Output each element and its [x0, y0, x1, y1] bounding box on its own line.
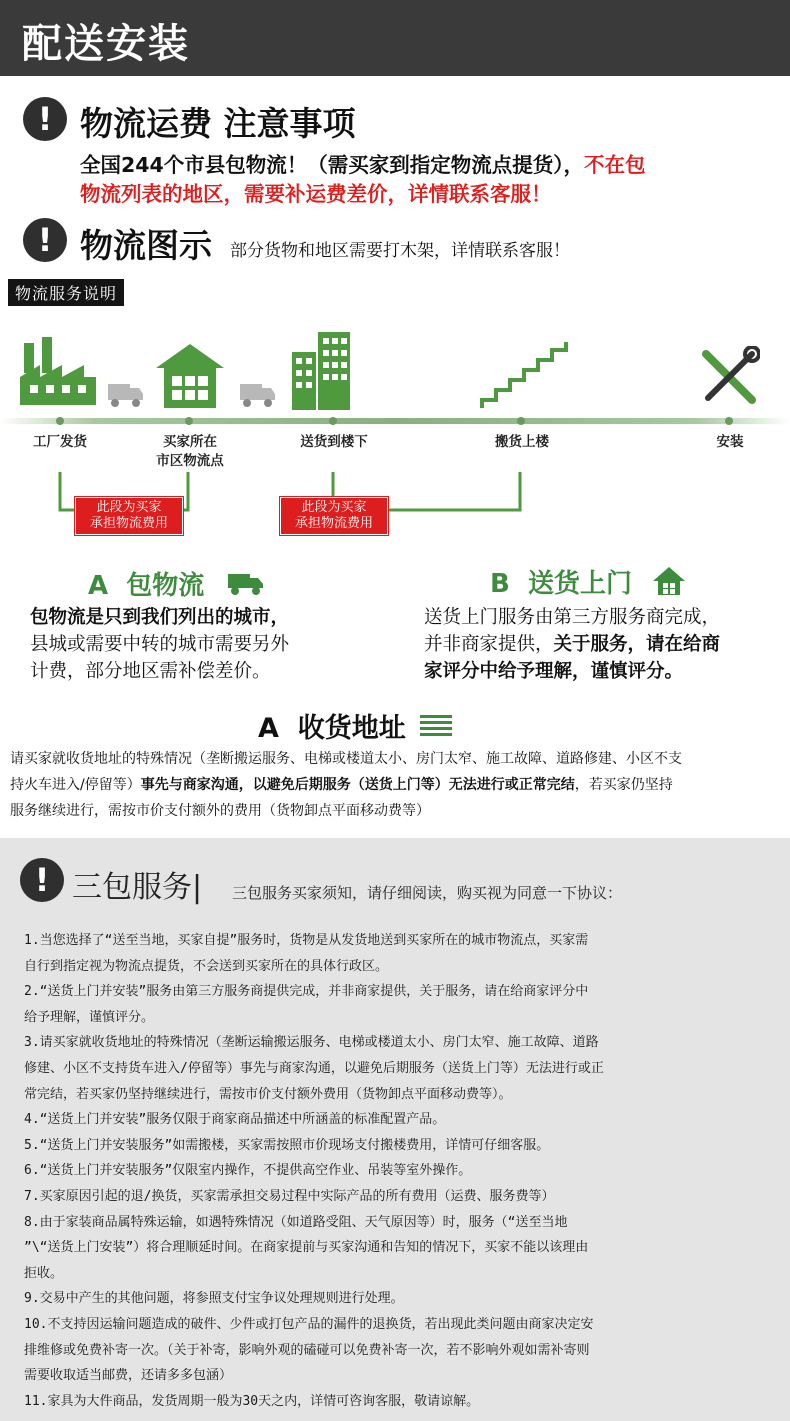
section-b-body: 送货上门服务由第三方服务商完成， 并非商家提供，关于服务，请在给商 家评分中给予理解，谨慎评分。 [424, 607, 721, 682]
step-label: 工厂发货 [33, 434, 87, 450]
rule-line: 需要收取适当邮费，还请多多包涵） [24, 1368, 233, 1384]
truck-icon [108, 382, 144, 408]
timeline-dot [725, 417, 733, 425]
exclamation-icon: ! [23, 97, 67, 141]
step-label: 搬货上楼 [495, 434, 549, 450]
rule-line: 1.当您选择了“送至当地，买家自提”服务时，货物是从发货地送到买家所在的城市物流点，买家需 [24, 933, 589, 948]
tools-icon [698, 346, 760, 408]
home-icon [652, 566, 686, 596]
exclamation-icon: ! [23, 218, 67, 262]
rule-line: 修建、小区不支持货车进入/停留等）事先与商家沟通，以避免后期服务（送货上门等）无法进行或正 [24, 1060, 604, 1076]
section-a-title: A 包物流 [88, 571, 205, 601]
logistics-tag: 物流服务说明 [8, 279, 124, 306]
stairs-icon [478, 336, 570, 410]
cost-note-box: 此段为买家 承担物流费用 [280, 497, 388, 535]
notice-heading: 物流运费 注意事项 [80, 104, 356, 143]
address-body: 请买家就收货地址的特殊情况（垄断搬运服务、电梯或楼道太小、房门太窄、施工故障、道路修建、小区不支 持火车进入/停留等）事先与商家沟通，以避免后期服务（送货上门等）无法进行或正常完结，若买家仍坚持 服务继续进行，需按市价支付额外的费用（货物卸点平面移动费等） [10, 751, 682, 819]
rule-line: 3.请买家就收货地址的特殊情况（垄断运输搬运服务、电梯或楼道太小、房门太窄、施工故障、道路 [24, 1035, 599, 1051]
three-guarantee-subheading: 三包服务买家须知，请仔细阅读，购买视为同意一下协议： [232, 884, 623, 902]
rule-line: 11.家具为大件商品，发货周期一般为30天之内，详情可咨询客服，敬请谅解。 [24, 1393, 480, 1409]
timeline-dot [329, 417, 337, 425]
rule-line: 5.“送货上门并安装服务”如需搬楼，买家需按照市价现场支付搬楼费用，详情可仔细客服。 [24, 1137, 550, 1153]
rule-line: ”\“送货上门安装”）将合理顺延时间。在商家提前与买家沟通和告知的情况下，买家不能以该理由 [24, 1240, 589, 1256]
cost-note-box: 此段为买家 承担物流费用 [75, 497, 183, 535]
notice-line-2: 物流列表的地区，需要补运费差价，详情联系客服！ [80, 182, 552, 206]
timeline-line [0, 418, 790, 424]
rule-line: 10.不支持因运输问题造成的破件、少件或打包产品的漏件的退换货，若出现此类问题由商家决定安 [24, 1316, 594, 1332]
rule-line: 排维修或免费补寄一次。（关于补寄，影响外观的磕碰可以免费补寄一次，若不影响外观如需补寄则 [24, 1342, 590, 1358]
step-label: 送货到楼下 [300, 434, 368, 450]
rule-line: 常完结，若买家仍坚持继续进行，需按市价支付额外费用（货物卸点平面移动费等）。 [24, 1086, 512, 1102]
rule-line: 自行到指定视为物流点提货，不会送到买家所在的具体行政区。 [24, 958, 389, 974]
timeline-dot [56, 417, 64, 425]
step-label: 买家所在 市区物流点 [156, 434, 224, 469]
exclamation-icon: ! [20, 858, 64, 902]
rule-line: 9.交易中产生的其他问题，将参照支付宝争议处理规则进行处理。 [24, 1291, 404, 1307]
factory-icon [18, 335, 98, 410]
page-title: 配送安装 [22, 21, 190, 67]
delivery-truck-icon [228, 572, 264, 596]
section-a-body: 包物流是只到我们列出的城市， 县城或需要中转的城市需要另外 计费，部分地区需补偿差价。 [30, 607, 290, 682]
diagram-subheading: 部分货物和地区需要打木架，详情联系客服！ [230, 241, 570, 261]
rule-line: 6.“送货上门并安装服务”仅限室内操作，不提供高空作业、吊装等室外操作。 [24, 1163, 472, 1179]
diagram-heading: 物流图示 [80, 226, 212, 265]
rule-line: 给予理解，谨慎评分。 [24, 1009, 155, 1025]
truck-icon [240, 382, 276, 408]
rule-line: 拒收。 [24, 1265, 64, 1281]
house-icon [154, 342, 226, 410]
rule-line: 8.由于家装商品属特殊运输，如遇特殊情况（如道路受阻、天气原因等）时，服务（“送至当地 [24, 1214, 568, 1230]
rule-line: 7.买家原因引起的退/换货，买家需承担交易过程中实际产品的所有费用（运费、服务费等） [24, 1188, 555, 1204]
address-title: A 收货地址 [258, 713, 406, 744]
list-icon [420, 714, 454, 736]
step-label: 安装 [716, 434, 744, 450]
three-guarantee-heading: 三包服务| [72, 870, 203, 905]
rule-line: 4.“送货上门并安装”服务仅限于商家商品描述中所涵盖的标准配置产品。 [24, 1112, 446, 1128]
rule-line: 2.“送货上门并安装”服务由第三方服务商提供完成，并非商家提供，关于服务，请在给商家评分中 [24, 984, 589, 1000]
building-icon [292, 330, 352, 410]
notice-line-1: 全国244个市县包物流！（需买家到指定物流点提货），不在包 [80, 153, 646, 177]
three-guarantee-rules [24, 928, 784, 1414]
timeline-dot [185, 417, 193, 425]
section-b-title: B 送货上门 [490, 569, 632, 599]
timeline-dot [517, 417, 525, 425]
